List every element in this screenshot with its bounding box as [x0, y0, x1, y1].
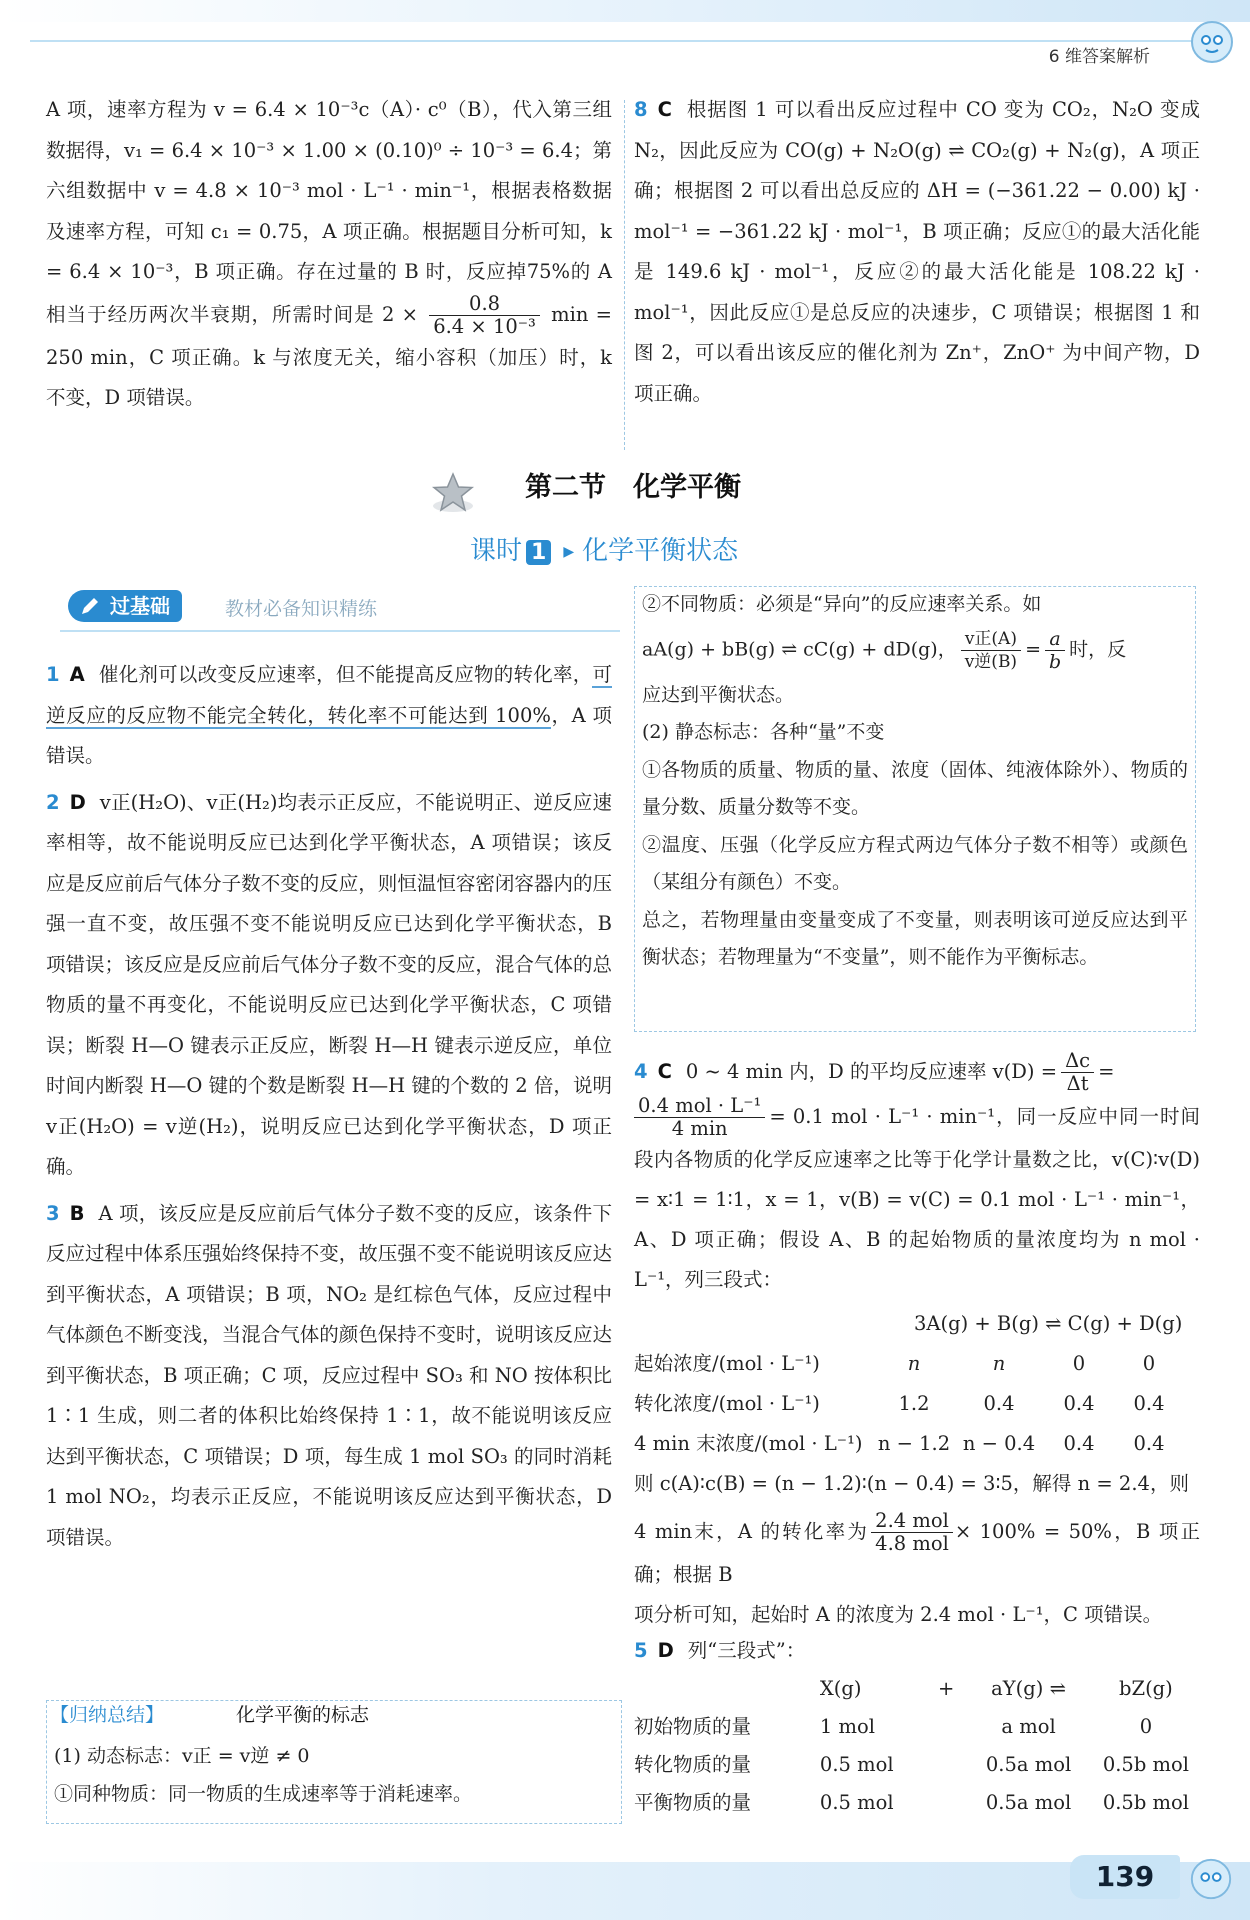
table-row: 转化浓度/(mol · L⁻¹) 1.2 0.4 0.4 0.4 — [634, 1392, 1165, 1415]
table-row: 起始浓度/(mol · L⁻¹) n n 0 0 — [634, 1352, 1156, 1375]
basics-subtitle: 教材必备知识精练 — [225, 598, 378, 620]
question-2: 2 D v正(H₂O)、v正(H₂)均表示正反应，不能说明正、逆反应速率相等，故不能说明反应已达到化学平衡状态，A 项错误；该反应是反应前后气体分子数不变的反应，则恒温恒容密闭容器内的压强一直不变，故压强不变不能说明反应已达到化学平衡状态，B 项错误；该反应是反应前后气体分子数不变的反应，混合气体的总物质的量不再变化，不能说明反应已达到化学平衡状态，C 项错误；断裂 H—O 键表示正反应，断裂 H—H 键表示逆反应，单位时间内断裂 H—O 键的个数是断裂 H—H 键的个数的 2 倍，说明 v正(H₂O) = v逆(H₂)，说明反应已达到化学平衡状态，D 项正确。 — [46, 790, 612, 1178]
table-row: 转化物质的量 0.5 mol 0.5a mol 0.5b mol — [634, 1753, 1189, 1776]
summary-lines: (1) 动态标志：v正 = v逆 ≠ 0 ①同种物质：同一物质的生成速率等于消耗速率。 — [54, 1745, 473, 1805]
pencil-icon — [78, 594, 102, 618]
section-title: 第二节 化学平衡 — [525, 472, 741, 503]
question-8: 8 C 根据图 1 可以看出反应过程中 CO 变为 CO₂，N₂O 变成 N₂，因此反应为 CO(g) + N₂O(g) ⇌ CO₂(g) + N₂(g)，A 项正确；根据图 2 可以看出总反应的 ΔH = (−361.22 − 0.00) kJ · mol⁻¹ = −361.22 kJ · mol⁻¹，B 项正确；反应①的最大活化能是 149.6 kJ · mol⁻¹，反应②的最大活化能是 108.22 kJ · mol⁻¹，因此反应①是总反应的决速步，C 项错误；根据图 1 和图 2，可以看出该反应的催化剂为 Zn⁺，ZnO⁺ 为中间产物，D 项正确。 — [634, 98, 1200, 405]
star-icon — [430, 470, 476, 516]
top-left-paragraph: A 项，速率方程为 v = 6.4 × 10⁻³c（A）· c⁰（B），代入第三组数据得，v₁ = 6.4 × 10⁻³ × 1.00 × (0.10)⁰ ÷ 10⁻³ = 6.4；第六组数据中 v = 4.8 × 10⁻³ mol · L⁻¹ · min⁻¹，根据表格数据及速率方程，可知 c₁ = 0.75，A 项正确。根据题目分析可知，k = 6.4 × 10⁻³，B 项正确。存在过量的 B 时，反应掉75%的 A 相当于经历两次半衰期，所需时间是 2 × $\frac{0.8}{\text{6.4 × 10⁻³}}$ min = 250 min，C 项正确。k 与浓度无关，缩小容积（加压）时，k 不变，D 项错误。 — [46, 98, 612, 409]
time-fraction-numerator: 0.8 — [429, 293, 540, 316]
question-1: 1 A 催化剂可以改变反应速率，但不能提高反应物的转化率，可逆反应的反应物不能完全转化，转化率不可能达到 100%，A 项错误。 — [46, 663, 613, 767]
mascot-icon — [1188, 18, 1236, 66]
lesson-title: 课时 1 ▶ 化学平衡状态 — [470, 536, 739, 566]
table-row: 4 min 末浓度/(mol · L⁻¹) n − 1.2 n − 0.4 0.4 0.4 — [634, 1432, 1165, 1455]
summary-title: 化学平衡的标志 — [236, 1704, 370, 1726]
header-title: 6 维答案解析 — [1048, 47, 1150, 67]
basics-rule — [60, 630, 620, 632]
question-3: 3 B A 项，该反应是反应前后气体分子数不变的反应，该条件下反应过程中体系压强始终保持不变，故压强不变不能说明该反应达到平衡状态，A 项错误；B 项，NO₂ 是红棕色气体，反应过程中气体颜色不断变浅，当混合气体的颜色保持不变时，说明该反应达到平衡状态，B 项正确；C 项，反应过程中 SO₃ 和 NO 按体积比 1∶1 生成，则二者的体积比始终保持 1∶1，故不能说明该反应达到平衡状态，C 项错误；D 项，每生成 1 mol SO₃ 的同时消耗 1 mol NO₂，均表示正反应，不能说明该反应达到平衡状态，D 项错误。 — [46, 1201, 612, 1549]
question-5: 5 D 列“三段式”： X(g) + aY(g) ⇌ bZ(g) 初始物质的量 1 mol a mol 0 转化物质的量 0.5 mol 0.5a mol 0.5b mol 平衡物质的量 0.5 mol 0.5a mol 0.5b mol — [634, 1632, 1200, 1822]
question-4: 4 C 0 ~ 4 min 内，D 的平均反应速率 v(D) = $\frac{\Delta c}{\Delta t}$ = $\frac{\text{0.4 mol · L⁻¹}}{4 \min}$ = 0.1 mol · L⁻¹ · min⁻¹，同一反应中同一时间段内各物质的化学反应速率之比等于化学计量数之比，v(C)∶v(D) = x∶1 = 1∶1，x = 1，v(B) = v(C) = 0.1 mol · L⁻¹ · min⁻¹，A、D 项正确；假设 A、B 的起始物质的量浓度均为 n mol · L⁻¹，列三段式： 3A(g) + B(g) ⇌ C(g) + D(g) 起始浓度/(mol · L⁻¹) n n 0 0 转化浓度/(mol · L⁻¹) 1.2 0.4 0.4 0.4 4 min 末浓度/(mol · L⁻¹) n − 1.2 n − 0.4 0.4 0.4 则 c(A)∶c(B) = (n − 1.2)∶(n − 0.4) = 3∶5，解得 n = 2.4，则 4 min末，A 的转化率为 $\frac{\text{2.4 mol}}{\text{4.8 mol}}$ × 100% = 50%，B 项正确；根据 B 项分析可知，起始时 A 的浓度为 2.4 mol · L⁻¹，C 项错误。 — [634, 1049, 1200, 1626]
time-fraction-denominator: 6.4 × 10⁻³ — [433, 314, 536, 338]
summary-head: 【归纳总结】 — [50, 1704, 165, 1726]
summary-continued: ②不同物质：必须是“异向”的反应速率关系。如 aA(g) + bB(g) ⇌ cC(g) + dD(g)， $\frac{\text{v正(A)}}{\text{v逆(B)}}$ = $\frac{a}{b}$ 时，反 应达到平衡状态。 (2) 静态标志：各种“量”不变 ①各物质的质量、物质的量、浓度（固体、纯液体除外）、物质的量分数、质量分数等不变。 ②温度、压强（化学反应方程式两边气体分子数不相等）或颜色（某组分有颜色）不变。 总之，若物理量由变量变成了不变量，则表明该可逆反应达到平衡状态；若物理量为“不变量”，则不能作为平衡标志。 — [642, 593, 1188, 968]
column-divider — [624, 100, 625, 450]
three-stage-table-4: 3A(g) + B(g) ⇌ C(g) + D(g) 起始浓度/(mol · L⁻¹) n n 0 0 转化浓度/(mol · L⁻¹) 1.2 0.4 0.4 0.4 4 min 末浓度/(mol · L⁻¹) n − 1.2 n − 0.4 0.4 0.4 — [634, 1304, 1184, 1464]
footer-mascot-icon — [1188, 1856, 1234, 1902]
footer-band — [0, 1862, 1250, 1920]
header-band — [0, 0, 1250, 22]
three-stage-table-5: X(g) + aY(g) ⇌ bZ(g) 初始物质的量 1 mol a mol 0 转化物质的量 0.5 mol 0.5a mol 0.5b mol 平衡物质的量 0.5 mol 0.5a mol 0.5b mol — [634, 1670, 1200, 1822]
left-answers — [46, 655, 612, 1558]
header-rule — [30, 40, 1200, 42]
table-row: 初始物质的量 1 mol a mol 0 — [634, 1715, 1153, 1738]
page-number: 139 — [1070, 1855, 1180, 1899]
basics-tag: 过基础 — [68, 590, 182, 622]
table-row: 平衡物质的量 0.5 mol 0.5a mol 0.5b mol — [634, 1791, 1189, 1814]
